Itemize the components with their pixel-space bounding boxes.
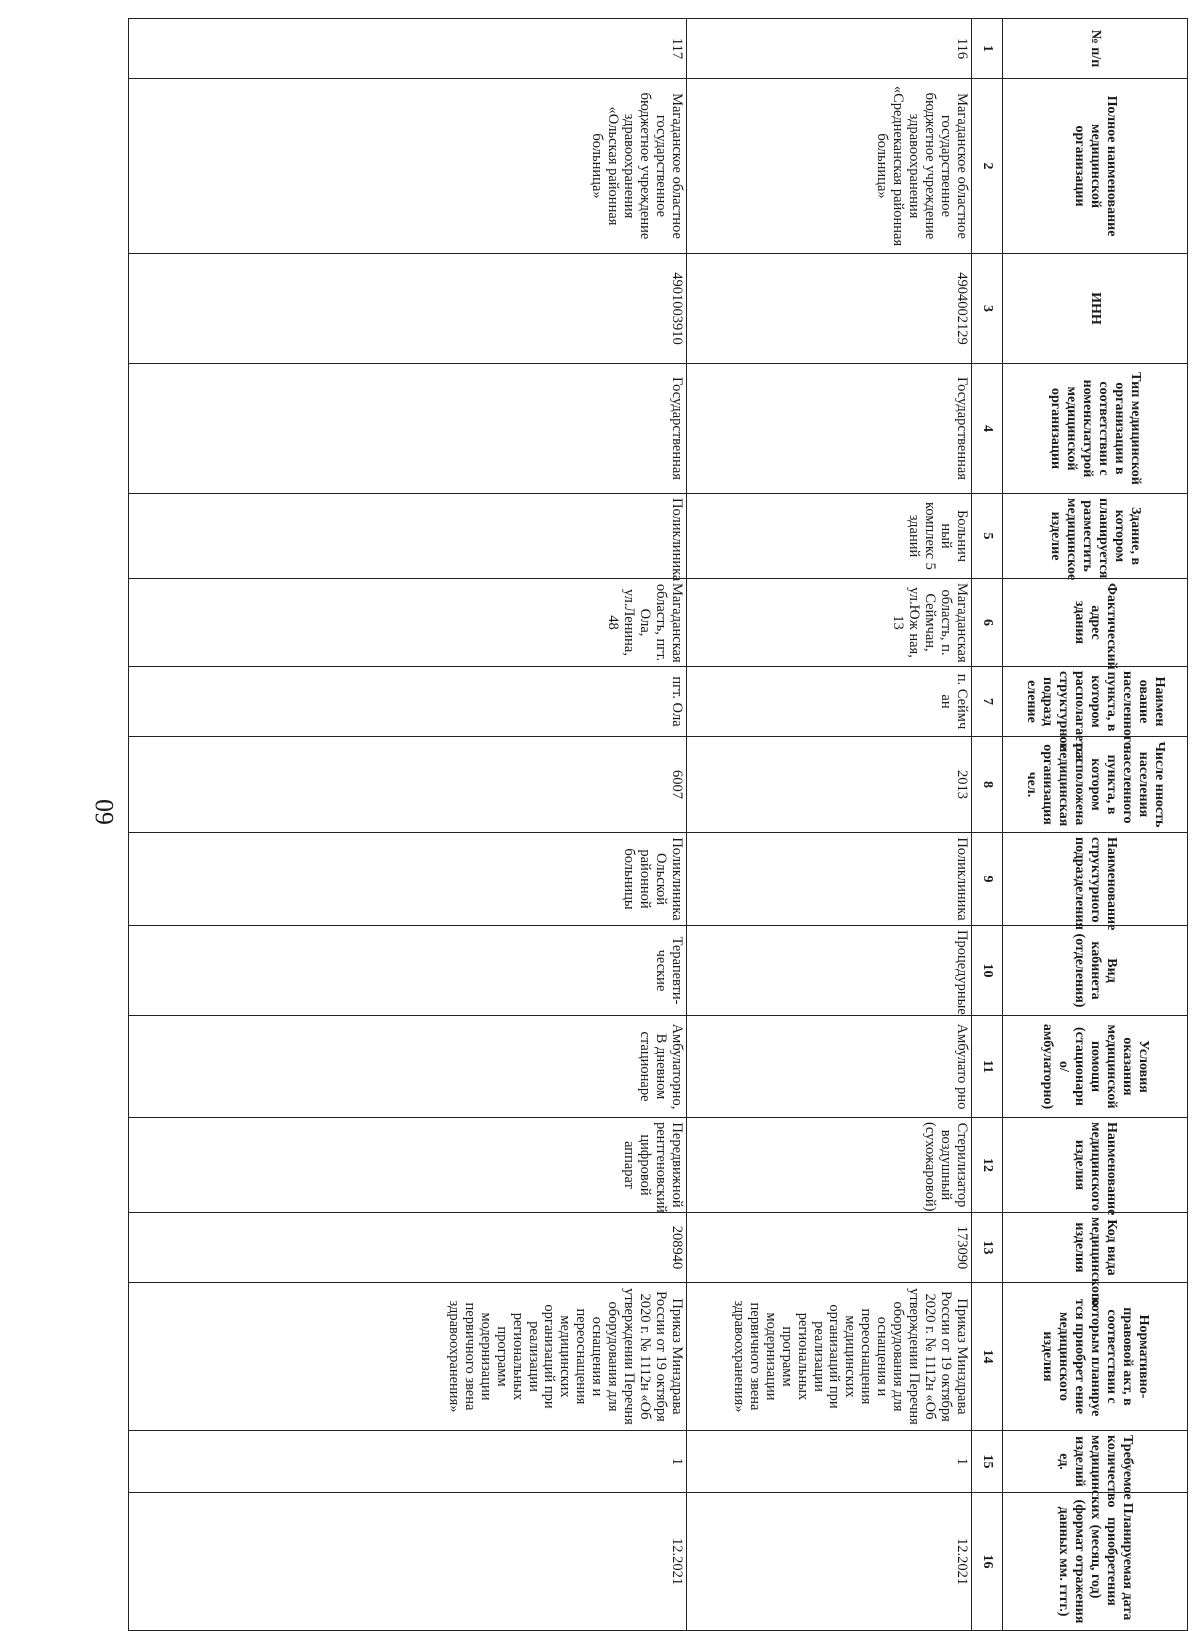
column-number: 11 [972, 1016, 1003, 1118]
settlement: п. Сеймч ан [687, 667, 972, 737]
settlement: пгт. Ола [129, 667, 687, 737]
division: Поликлиника [687, 833, 972, 926]
column-number: 2 [972, 79, 1003, 254]
header-cell: Полное наименование медицинской организации [1003, 79, 1188, 254]
building: Больнич ный комплекс 5 зданий [687, 494, 972, 579]
header-cell: Условия оказания медицинской помощи (стационарн о/амбулаторно) [1003, 1016, 1188, 1118]
column-number: 16 [972, 1493, 1003, 1631]
table-row [687, 19, 972, 1631]
column-number: 6 [972, 579, 1003, 667]
table-row [129, 19, 687, 1631]
column-number: 4 [972, 364, 1003, 494]
inn: 4901003910 [129, 254, 687, 364]
organization-type: Государственная [687, 364, 972, 494]
column-number: 9 [972, 833, 1003, 926]
address: Магаданская область, пгт. Ола, ул.Ленина, 48 [129, 579, 687, 667]
column-number: 8 [972, 737, 1003, 833]
equipment-table [128, 18, 1188, 1631]
column-number: 15 [972, 1431, 1003, 1493]
purchase-date: 12.2021 [129, 1493, 687, 1631]
care-conditions: Амбулато рно [687, 1016, 972, 1118]
header-cell: Наимен ование населенного пункта, в котором располагается структурное подразд еление [1003, 667, 1188, 737]
cabinet-type: Терапевти- ческие [129, 926, 687, 1016]
quantity: 1 [129, 1431, 687, 1493]
header-cell: Наименование структурного подразделения [1003, 833, 1188, 926]
column-number: 3 [972, 254, 1003, 364]
page-number: 60 [90, 799, 119, 825]
rotated-table-inner [128, 18, 1188, 1624]
organization-type: Государственная [129, 364, 687, 494]
column-number: 12 [972, 1118, 1003, 1213]
division: Поликлиника Ольской районной больницы [129, 833, 687, 926]
header-cell: Фактический адрес здания [1003, 579, 1188, 667]
rotated-table-wrapper [128, 18, 1200, 1624]
device-code: 173090 [687, 1213, 972, 1283]
header-cell: Требуемое количество медицинских изделий ед. [1003, 1431, 1188, 1493]
legal-act: Приказ Минздрава России от 19 октября 2020 г. № 1112н «Об утверждении Перечня оборудования для оснащения и переоснащения медицинских организаций при реализации региональных программ модернизации первичного звена здравоохранения» [129, 1283, 687, 1431]
address: Магаданская область, п. Сеймчан, ул.Юж ная, 13 [687, 579, 972, 667]
inn: 4904002129 [687, 254, 972, 364]
header-cell: № п/п [1003, 19, 1188, 79]
row-number: 116 [687, 19, 972, 79]
device-code: 208940 [129, 1213, 687, 1283]
header-cell: Наименование медицинского изделия [1003, 1118, 1188, 1213]
cabinet-type: Процедурные [687, 926, 972, 1016]
header-cell: Планируемая дата приобретения (месяц, год) (формат отражения данных мм. гггг.) [1003, 1493, 1188, 1631]
organization-name: Магаданское областное государственное бюджетное учреждение здравоохранения «Ольская районная больница» [129, 79, 687, 254]
header-cell: Тип медицинской организации в соответствии с номенклатурой медицинской организации [1003, 364, 1188, 494]
purchase-date: 12.2021 [687, 1493, 972, 1631]
header-cell: ИНН [1003, 254, 1188, 364]
column-number: 10 [972, 926, 1003, 1016]
organization-name: Магаданское областное государственное бюджетное учреждение здравоохранения «Среднеканская районная больница» [687, 79, 972, 254]
population: 2013 [687, 737, 972, 833]
legal-act: Приказ Минздрава России от 19 октября 2020 г. № 1112н «Об утверждении Перечня оборудования для оснащения и переоснащения медицинских организаций при реализации региональных программ модернизации первичного звена здравоохранения» [687, 1283, 972, 1431]
header-cell: Числе нность населения населенного пункта, в котором расположена медицинская организация чел. [1003, 737, 1188, 833]
header-cell: Нормативно- правовой акт, в соответствии с которым планируе тся приобрет ение медицинского изделия [1003, 1283, 1188, 1431]
population: 6007 [129, 737, 687, 833]
header-row [1003, 19, 1188, 1631]
device-name: Стерилизатор воздушный (сухожаровой) [687, 1118, 972, 1213]
column-number: 5 [972, 494, 1003, 579]
header-cell: Код вида медицинского изделия [1003, 1213, 1188, 1283]
column-number: 7 [972, 667, 1003, 737]
column-number-row [972, 19, 1003, 1631]
device-name: Передвижной рентгеновский цифровой аппарат [129, 1118, 687, 1213]
header-cell: Здание, в котором планируется разместить медицинское изделие [1003, 494, 1188, 579]
quantity: 1 [687, 1431, 972, 1493]
building: Поликлиника [129, 494, 687, 579]
column-number: 1 [972, 19, 1003, 79]
row-number: 117 [129, 19, 687, 79]
care-conditions: Амбулаторно, В дневном стационаре [129, 1016, 687, 1118]
column-number: 13 [972, 1213, 1003, 1283]
column-number: 14 [972, 1283, 1003, 1431]
header-cell: Вид кабинета (отделения) [1003, 926, 1188, 1016]
